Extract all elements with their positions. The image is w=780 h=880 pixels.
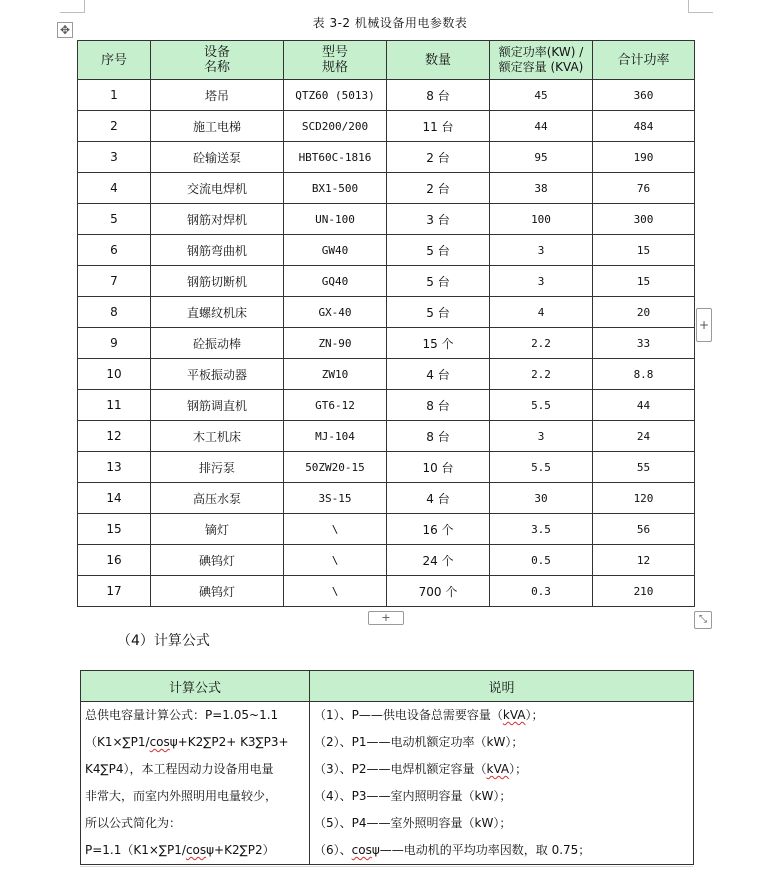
cell-qty: 8 台 [387, 80, 490, 111]
cell-qty: 5 台 [387, 266, 490, 297]
header-rated-line2: 额定容量 (KVA) [498, 60, 584, 74]
cell-model: GQ40 [284, 266, 387, 297]
table-row [78, 421, 695, 452]
formula-line: （K1×∑P1/cosψ+K2∑P2+ K3∑P3+ [85, 735, 289, 749]
cell-rated: 44 [490, 111, 593, 142]
cell-name: 钢筋对焊机 [151, 204, 284, 235]
cell-total: 300 [593, 204, 695, 235]
table-row [78, 173, 695, 204]
cell-index: 16 [78, 545, 151, 576]
cell-name: 钢筋切断机 [151, 266, 284, 297]
cell-rated: 4 [490, 297, 593, 328]
cell-name: 钢筋调直机 [151, 390, 284, 421]
page-bottom-divider [80, 866, 693, 867]
equipment-power-table [77, 40, 695, 607]
cell-total: 24 [593, 421, 695, 452]
cell-model: GW40 [284, 235, 387, 266]
cell-model: \ [284, 576, 387, 607]
cell-index: 17 [78, 576, 151, 607]
spellcheck-mark: cos [149, 735, 170, 749]
header-rated-line1: 额定功率(KW) / [498, 45, 584, 59]
formula-body-row [81, 702, 694, 865]
header-index: 序号 [78, 41, 151, 80]
cell-qty: 11 台 [387, 111, 490, 142]
cell-qty: 5 台 [387, 297, 490, 328]
cell-name: 镝灯 [151, 514, 284, 545]
table-caption: 表 3-2 机械设备用电参数表 [312, 16, 468, 30]
cell-rated: 45 [490, 80, 593, 111]
cell-total: 15 [593, 266, 695, 297]
cell-index: 4 [78, 173, 151, 204]
cell-name: 塔吊 [151, 80, 284, 111]
formula-line: 总供电容量计算公式：P=1.05~1.1 [85, 708, 279, 722]
cell-index: 14 [78, 483, 151, 514]
table-row [78, 204, 695, 235]
add-row-button[interactable]: + [368, 611, 404, 625]
cell-model: HBT60C-1816 [284, 142, 387, 173]
cell-rated: 100 [490, 204, 593, 235]
cell-name: 钢筋弯曲机 [151, 235, 284, 266]
explanation-line: （6）、cosψ——电动机的平均功率因数，取 0.75； [314, 843, 591, 857]
cell-total: 8.8 [593, 359, 695, 390]
cell-total: 210 [593, 576, 695, 607]
cell-total: 20 [593, 297, 695, 328]
cell-model: SCD200/200 [284, 111, 387, 142]
cell-qty: 4 台 [387, 359, 490, 390]
equipment-table-body [78, 80, 695, 607]
header-model-line1: 型号 [321, 45, 348, 60]
cell-index: 15 [78, 514, 151, 545]
cell-total: 44 [593, 390, 695, 421]
cell-rated: 5.5 [490, 390, 593, 421]
cell-name: 交流电焊机 [151, 173, 284, 204]
formula-line: 非常大，而室内外照明用电量较少， [85, 789, 278, 803]
header-rated [490, 41, 593, 80]
cell-model: GT6-12 [284, 390, 387, 421]
cell-model: ZN-90 [284, 328, 387, 359]
header-model [284, 41, 387, 80]
cell-qty: 15 个 [387, 328, 490, 359]
formula-table [80, 670, 694, 865]
cell-rated: 95 [490, 142, 593, 173]
cell-total: 33 [593, 328, 695, 359]
table-row [78, 545, 695, 576]
explanation-line: （3）、P2——电焊机额定容量（kVA）； [314, 762, 528, 776]
cell-model: 50ZW20-15 [284, 452, 387, 483]
table-row [78, 328, 695, 359]
cell-index: 6 [78, 235, 151, 266]
cell-qty: 700 个 [387, 576, 490, 607]
explanation-cell [310, 702, 694, 865]
cell-index: 1 [78, 80, 151, 111]
cell-total: 190 [593, 142, 695, 173]
cell-index: 2 [78, 111, 151, 142]
table-row [78, 297, 695, 328]
cell-rated: 30 [490, 483, 593, 514]
formula-header: 计算公式 [81, 671, 310, 702]
cell-qty: 8 台 [387, 421, 490, 452]
table-row [78, 452, 695, 483]
cell-model: MJ-104 [284, 421, 387, 452]
formula-line: P=1.1（K1×∑P1/cosψ+K2∑P2） [85, 843, 275, 857]
cell-model: QTZ60 (5013) [284, 80, 387, 111]
cell-rated: 0.5 [490, 545, 593, 576]
cell-index: 11 [78, 390, 151, 421]
cell-name: 直螺纹机床 [151, 297, 284, 328]
table-row [78, 235, 695, 266]
cell-total: 12 [593, 545, 695, 576]
cell-qty: 8 台 [387, 390, 490, 421]
cell-rated: 2.2 [490, 328, 593, 359]
cell-index: 13 [78, 452, 151, 483]
cell-qty: 2 台 [387, 142, 490, 173]
explanation-line: （4）、P3——室内照明容量（kW）； [314, 789, 512, 803]
table-row [78, 483, 695, 514]
cell-name: 碘钨灯 [151, 545, 284, 576]
formula-line: K4∑P4），本工程因动力设备用电量 [85, 762, 274, 776]
explanation-header: 说明 [310, 671, 694, 702]
cell-qty: 3 台 [387, 204, 490, 235]
cell-index: 5 [78, 204, 151, 235]
cell-model: GX-40 [284, 297, 387, 328]
table-move-handle-icon[interactable]: ✥ [57, 22, 73, 38]
cell-total: 56 [593, 514, 695, 545]
cell-rated: 2.2 [490, 359, 593, 390]
table-resize-icon[interactable]: ⤡ [694, 611, 712, 629]
explanation-line: （2）、P1——电动机额定功率（kW）； [314, 735, 524, 749]
cell-rated: 3 [490, 235, 593, 266]
cell-rated: 38 [490, 173, 593, 204]
cell-model: ZW10 [284, 359, 387, 390]
cell-index: 3 [78, 142, 151, 173]
cell-model: BX1-500 [284, 173, 387, 204]
cell-qty: 10 台 [387, 452, 490, 483]
cell-rated: 3 [490, 421, 593, 452]
table-row [78, 576, 695, 607]
cell-total: 55 [593, 452, 695, 483]
cell-qty: 4 台 [387, 483, 490, 514]
cell-qty: 5 台 [387, 235, 490, 266]
cell-rated: 3 [490, 266, 593, 297]
formula-cell [81, 702, 310, 865]
header-total: 合计功率 [593, 41, 695, 80]
cell-name: 砼输送泵 [151, 142, 284, 173]
cell-name: 木工机床 [151, 421, 284, 452]
cell-total: 360 [593, 80, 695, 111]
cell-model: \ [284, 514, 387, 545]
cell-rated: 0.3 [490, 576, 593, 607]
header-name-line1: 设备 [203, 45, 230, 60]
page-corner-mark-right [688, 0, 713, 13]
cell-index: 10 [78, 359, 151, 390]
table-header-row [78, 41, 695, 80]
table-row [78, 359, 695, 390]
cell-name: 排污泵 [151, 452, 284, 483]
table-row [78, 142, 695, 173]
table-row [78, 514, 695, 545]
cell-total: 15 [593, 235, 695, 266]
cell-qty: 16 个 [387, 514, 490, 545]
cell-index: 8 [78, 297, 151, 328]
formula-header-row [81, 671, 694, 702]
explanation-line: （5）、P4——室外照明容量（kW）； [314, 816, 512, 830]
cell-total: 120 [593, 483, 695, 514]
header-model-line2: 规格 [321, 60, 348, 75]
cell-name: 平板振动器 [151, 359, 284, 390]
spellcheck-mark: cos [185, 843, 207, 857]
cell-total: 484 [593, 111, 695, 142]
cell-index: 12 [78, 421, 151, 452]
cell-index: 7 [78, 266, 151, 297]
cell-name: 碘钨灯 [151, 576, 284, 607]
header-name [151, 41, 284, 80]
cell-name: 高压水泵 [151, 483, 284, 514]
spellcheck-mark: kVA [486, 762, 510, 776]
cell-qty: 24 个 [387, 545, 490, 576]
page-corner-mark-left [60, 0, 85, 13]
table-row [78, 390, 695, 421]
cell-index: 9 [78, 328, 151, 359]
explanation-line: （1）、P——供电设备总需要容量（kVA）； [314, 708, 544, 722]
cell-rated: 5.5 [490, 452, 593, 483]
add-column-button[interactable]: + [696, 308, 712, 342]
cell-model: UN-100 [284, 204, 387, 235]
cell-model: 3S-15 [284, 483, 387, 514]
formula-line: 所以公式简化为： [85, 816, 182, 830]
table-row [78, 266, 695, 297]
cell-qty: 2 台 [387, 173, 490, 204]
table-row [78, 111, 695, 142]
cell-total: 76 [593, 173, 695, 204]
section-heading: （4）计算公式 [117, 633, 210, 649]
cell-model: \ [284, 545, 387, 576]
header-quantity: 数量 [387, 41, 490, 80]
spellcheck-mark: kVA [502, 708, 526, 722]
spellcheck-mark: cos [351, 843, 372, 857]
table-row [78, 80, 695, 111]
cell-name: 施工电梯 [151, 111, 284, 142]
header-name-line2: 名称 [203, 60, 230, 75]
cell-name: 砼振动棒 [151, 328, 284, 359]
cell-rated: 3.5 [490, 514, 593, 545]
